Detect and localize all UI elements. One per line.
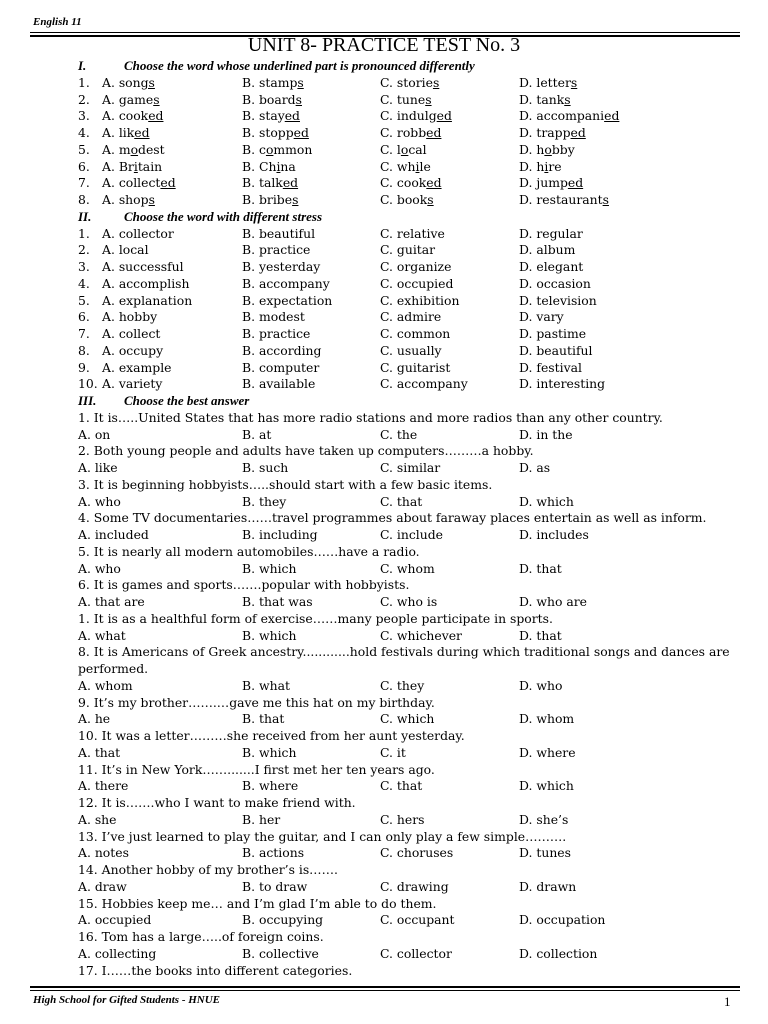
option-a: A. who [78, 560, 121, 576]
question-text: 12. It is…….who I want to make friend with. [78, 795, 356, 810]
option-d: D. that [519, 560, 562, 576]
option-b: B. stayed [242, 108, 300, 124]
option-b: B. available [242, 376, 316, 392]
underlined-part: ed [293, 125, 309, 140]
item-number: 1. [78, 74, 90, 90]
option-d: D. tunes [519, 845, 572, 861]
stress-item [78, 360, 738, 377]
footer-rule-thick [30, 986, 740, 988]
option-a: A. shops [102, 192, 155, 207]
underlined-part: ed [426, 175, 442, 191]
option-c: C. exhibition [380, 292, 460, 308]
question-text: 6. It is games and sports…….popular with hobbyists. [78, 577, 410, 593]
option-a: A. collected [102, 175, 176, 191]
underlined-part: s [425, 91, 432, 107]
option-c: C. tunes [380, 91, 432, 107]
item-number: 6. [78, 309, 90, 325]
option-d: D. tanks [519, 91, 571, 107]
option-d: D. accompanied [519, 108, 620, 124]
underlined-part: ed [570, 125, 586, 140]
pronunciation-item [78, 108, 738, 125]
option-c: C. the [380, 426, 418, 442]
option-d: D. elegant [519, 259, 584, 274]
option-c: C. include [380, 527, 444, 542]
option-b: B. according [242, 342, 322, 358]
option-b: B. boards [242, 91, 302, 107]
section-number: II. [78, 208, 92, 224]
option-a: A. she [78, 811, 117, 827]
underlined-part: ed [282, 175, 299, 191]
option-c: C. they [380, 677, 425, 693]
option-a: A. draw [78, 878, 127, 894]
option-b: B. stamps [242, 74, 304, 90]
question-text: 16. Tom has a large…..of foreign coins. [78, 929, 324, 944]
stress-item [78, 242, 738, 259]
question-text: 13. I’ve just learned to play the guitar, and I can only play a few simple………. [78, 828, 567, 844]
underlined-part: s [427, 192, 434, 207]
question-text: 9. It’s my brother…….…gave me this hat on my birthday. [78, 694, 435, 710]
option-a: A. hobby [102, 309, 158, 325]
stress-item [78, 343, 738, 360]
option-d: D. interesting [519, 376, 606, 392]
option-a: A. who [78, 493, 121, 509]
option-d: D. hire [519, 158, 562, 174]
underlined-part: ed [160, 175, 176, 191]
option-d: D. album [519, 242, 576, 258]
underlined-part: gs [140, 74, 155, 90]
option-d: D. in the [519, 426, 573, 442]
option-a: A. that [78, 744, 121, 760]
option-c: C. which [380, 711, 435, 727]
option-c: C. whichever [380, 627, 462, 643]
option-c: C. local [380, 141, 427, 157]
pronunciation-item [78, 75, 738, 92]
option-d: D. letters [519, 74, 578, 90]
option-b: B. practice [242, 242, 311, 258]
question-text: 2. Both young people and adults have taken up computers………a hobby. [78, 443, 534, 459]
option-c: C. indulged [380, 108, 452, 124]
option-c: C. admire [380, 309, 442, 325]
footer-rule [30, 990, 740, 991]
option-a: A. collecting [78, 945, 157, 961]
option-b: B. that [242, 711, 285, 727]
option-a: A. successful [102, 259, 184, 274]
pronunciation-item [78, 125, 738, 142]
option-a: A. there [78, 778, 129, 794]
section-heading [78, 209, 738, 226]
option-c: C. while [380, 158, 431, 174]
option-c: C. robbed [380, 125, 442, 140]
option-a: A. liked [102, 125, 150, 140]
option-a: A. collect [102, 326, 161, 341]
underlined-part: o [265, 141, 274, 157]
section-instruction: Choose the word with different stress [124, 208, 323, 224]
option-c: C. that [380, 778, 423, 794]
underlined-part: i [415, 158, 420, 174]
stress-item [78, 276, 738, 293]
option-a: A. occupy [102, 342, 164, 358]
underlined-part: s [432, 74, 440, 90]
underlined-part: ed [567, 175, 584, 191]
option-b: B. actions [242, 845, 305, 861]
pronunciation-item [78, 175, 738, 192]
option-d: D. she’s [519, 811, 569, 827]
stress-item [78, 259, 738, 276]
option-b: B. to draw [242, 878, 308, 894]
option-c: C. occupied [380, 275, 454, 291]
option-c: C. who is [380, 594, 438, 609]
option-b: B. common [242, 141, 313, 157]
option-a: A. variety [102, 376, 163, 392]
option-c: C. common [380, 326, 451, 341]
option-a: A. accomplish [102, 275, 190, 291]
option-d: D. trapped [519, 125, 586, 140]
option-b: B. bribes [242, 192, 299, 207]
option-b: B. which [242, 560, 297, 576]
option-c: C. guitarist [380, 359, 451, 375]
option-b: B. practice [242, 326, 311, 341]
page-number: 1 [724, 994, 731, 1009]
option-c: C. similar [380, 460, 441, 475]
underlined-part: ed [426, 125, 442, 140]
underlined-part: i [133, 158, 138, 174]
stress-item [78, 309, 738, 326]
option-d: D. collection [519, 945, 598, 961]
item-number: 8. [78, 192, 90, 207]
question-text: 17. I……the books into different categories. [78, 962, 353, 978]
option-d: D. television [519, 292, 597, 308]
item-number: 4. [78, 125, 90, 140]
item-number: 8. [78, 342, 90, 358]
option-d: D. whom [519, 711, 575, 727]
option-a: A. songs [102, 74, 155, 90]
option-b: B. talked [242, 175, 299, 191]
option-d: D. vary [519, 309, 564, 325]
option-c: C. hers [380, 811, 425, 827]
option-a: A. occupied [78, 912, 152, 928]
option-a: A. he [78, 711, 111, 727]
section-instruction: Choose the word whose underlined part is pronounced differently [124, 58, 475, 73]
underlined-part: s [148, 192, 155, 207]
underlined-part: ed [148, 108, 164, 124]
page-header: English 11 [33, 16, 82, 28]
option-b: B. beautiful [242, 225, 316, 241]
option-c: C. that [380, 493, 423, 509]
option-a: A. explanation [102, 292, 193, 308]
underlined-part: ed [604, 108, 620, 124]
option-c: C. whom [380, 560, 435, 576]
option-b: B. her [242, 811, 281, 827]
option-d: D. pastime [519, 326, 587, 341]
item-number: 5. [78, 141, 90, 157]
option-a: A. collector [102, 225, 174, 241]
item-number: 10. [78, 376, 98, 392]
underlined-part: o [130, 141, 139, 157]
question-text: 5. It is nearly all modern automobiles……have a radio. [78, 543, 420, 559]
option-b: B. occupying [242, 912, 324, 928]
item-number: 5. [78, 292, 90, 308]
question-text: 1. It is as a healthful form of exercise……many people participate in sports. [78, 610, 553, 626]
option-b: B. collective [242, 945, 319, 961]
option-d: D. as [519, 460, 551, 475]
option-b: B. accompany [242, 275, 330, 291]
stress-item [78, 326, 738, 343]
question-text-cont: performed. [78, 661, 149, 676]
underlined-part: s [297, 74, 304, 90]
item-number: 7. [78, 326, 90, 341]
underlined-part: ed [134, 125, 150, 140]
option-b: B. which [242, 744, 297, 760]
option-b: B. they [242, 493, 287, 509]
option-d: D. includes [519, 527, 589, 542]
question-text: 11. It’s in New York…….......I first met her ten years ago. [78, 761, 435, 777]
option-c: C. accompany [380, 376, 468, 392]
option-b: B. including [242, 527, 318, 542]
option-c: C. guitar [380, 242, 436, 258]
option-a: A. local [102, 242, 149, 258]
option-d: D. which [519, 778, 574, 794]
header-rule [30, 32, 740, 33]
option-a: A. like [78, 460, 118, 475]
option-b: B. that was [242, 594, 313, 609]
option-d: D. where [519, 744, 576, 760]
item-number: 7. [78, 175, 90, 191]
option-a: A. on [78, 426, 111, 442]
underlined-part: ed [436, 108, 452, 124]
item-number: 2. [78, 91, 90, 107]
option-c: C. collector [380, 945, 452, 961]
option-b: B. China [242, 158, 296, 174]
option-d: D. regular [519, 225, 583, 241]
option-d: D. jumped [519, 175, 584, 191]
option-b: B. which [242, 627, 297, 643]
option-d: D. restaurants [519, 192, 609, 207]
underlined-part: s [292, 192, 299, 207]
option-b: B. yesterday [242, 259, 321, 274]
question-text: 10. It was a letter………she received from her aunt yesterday. [78, 728, 465, 743]
underlined-part: s [295, 91, 302, 107]
option-c: C. cooked [380, 175, 442, 191]
option-a: A. cooked [102, 108, 164, 124]
stress-item [78, 226, 738, 243]
page-title: UNIT 8- PRACTICE TEST No. 3 [247, 34, 521, 56]
underlined-part: o [400, 141, 409, 157]
pronunciation-item [78, 192, 738, 209]
option-a: A. notes [78, 845, 129, 861]
question-text: 4. Some TV documentaries……travel programmes about faraway places entertain as well as inform. [78, 510, 707, 526]
option-b: B. stopped [242, 125, 309, 140]
item-number: 6. [78, 158, 90, 174]
option-c: C. occupant [380, 912, 455, 928]
option-a: A. modest [102, 141, 165, 157]
option-d: D. that [519, 627, 562, 643]
item-number: 9. [78, 359, 90, 375]
option-c: C. relative [380, 225, 445, 241]
item-number: 1. [78, 225, 90, 241]
option-d: D. hobby [519, 141, 575, 157]
option-c: C. books [380, 192, 434, 207]
option-a: A. whom [78, 677, 133, 693]
pronunciation-item [78, 159, 738, 176]
option-d: D. festival [519, 359, 582, 375]
section-number: III. [78, 393, 97, 408]
option-b: B. at [242, 426, 272, 442]
option-a: A. Britain [102, 158, 163, 174]
option-b: B. expectation [242, 292, 333, 308]
section-instruction: Choose the best answer [124, 393, 250, 408]
option-c: C. stories [380, 74, 440, 90]
option-a: A. included [78, 527, 149, 542]
section-number: I. [78, 58, 87, 73]
section-heading [78, 58, 738, 75]
option-a: A. example [102, 359, 172, 375]
option-b: B. such [242, 460, 289, 475]
underlined-part: s [564, 91, 571, 107]
option-d: D. which [519, 493, 574, 509]
stress-item [78, 293, 738, 310]
underlined-part: o [544, 141, 552, 157]
item-number: 3. [78, 259, 90, 274]
question-text: 1. It is…..United States that has more radio stations and more radios than any other country. [78, 409, 663, 425]
option-d: D. drawn [519, 878, 577, 894]
option-a: A. games [102, 91, 160, 107]
option-d: D. occupation [519, 912, 606, 928]
question-text: 14. Another hobby of my brother’s is……. [78, 862, 338, 877]
option-c: C. drawing [380, 878, 449, 894]
option-c: C. choruses [380, 845, 454, 861]
option-c: C. usually [380, 342, 442, 358]
option-b: B. where [242, 778, 299, 794]
option-d: D. beautiful [519, 342, 593, 358]
underlined-part: ed [284, 108, 300, 124]
option-d: D. who are [519, 594, 587, 609]
item-number: 4. [78, 275, 90, 291]
option-a: A. that are [78, 594, 145, 609]
question-text: 15. Hobbies keep me… and I’m glad I’m able to do them. [78, 895, 437, 911]
section-heading [78, 393, 738, 410]
option-b: B. computer [242, 359, 320, 375]
pronunciation-item [78, 142, 738, 159]
underlined-part: s [570, 74, 578, 90]
question-text: 3. It is beginning hobbyists…..should start with a few basic items. [78, 476, 493, 492]
page-footer: High School for Gifted Students - HNUE [33, 994, 221, 1006]
option-a: A. what [78, 627, 126, 643]
option-b: B. what [242, 677, 290, 693]
underlined-part: s [602, 192, 609, 207]
item-number: 2. [78, 242, 90, 258]
option-b: B. modest [242, 309, 305, 325]
pronunciation-item [78, 92, 738, 109]
question-text: 8. It is Americans of Greek ancestry............hold festivals during which traditional songs and dances are [78, 644, 730, 660]
underlined-part: s [153, 91, 160, 107]
item-number: 3. [78, 108, 90, 124]
option-c: C. it [380, 744, 406, 760]
option-c: C. organize [380, 259, 452, 274]
underlined-part: i [544, 158, 549, 174]
underlined-part: i [276, 158, 281, 174]
stress-item [78, 376, 738, 393]
option-d: D. occasion [519, 275, 591, 291]
option-d: D. who [519, 677, 563, 693]
